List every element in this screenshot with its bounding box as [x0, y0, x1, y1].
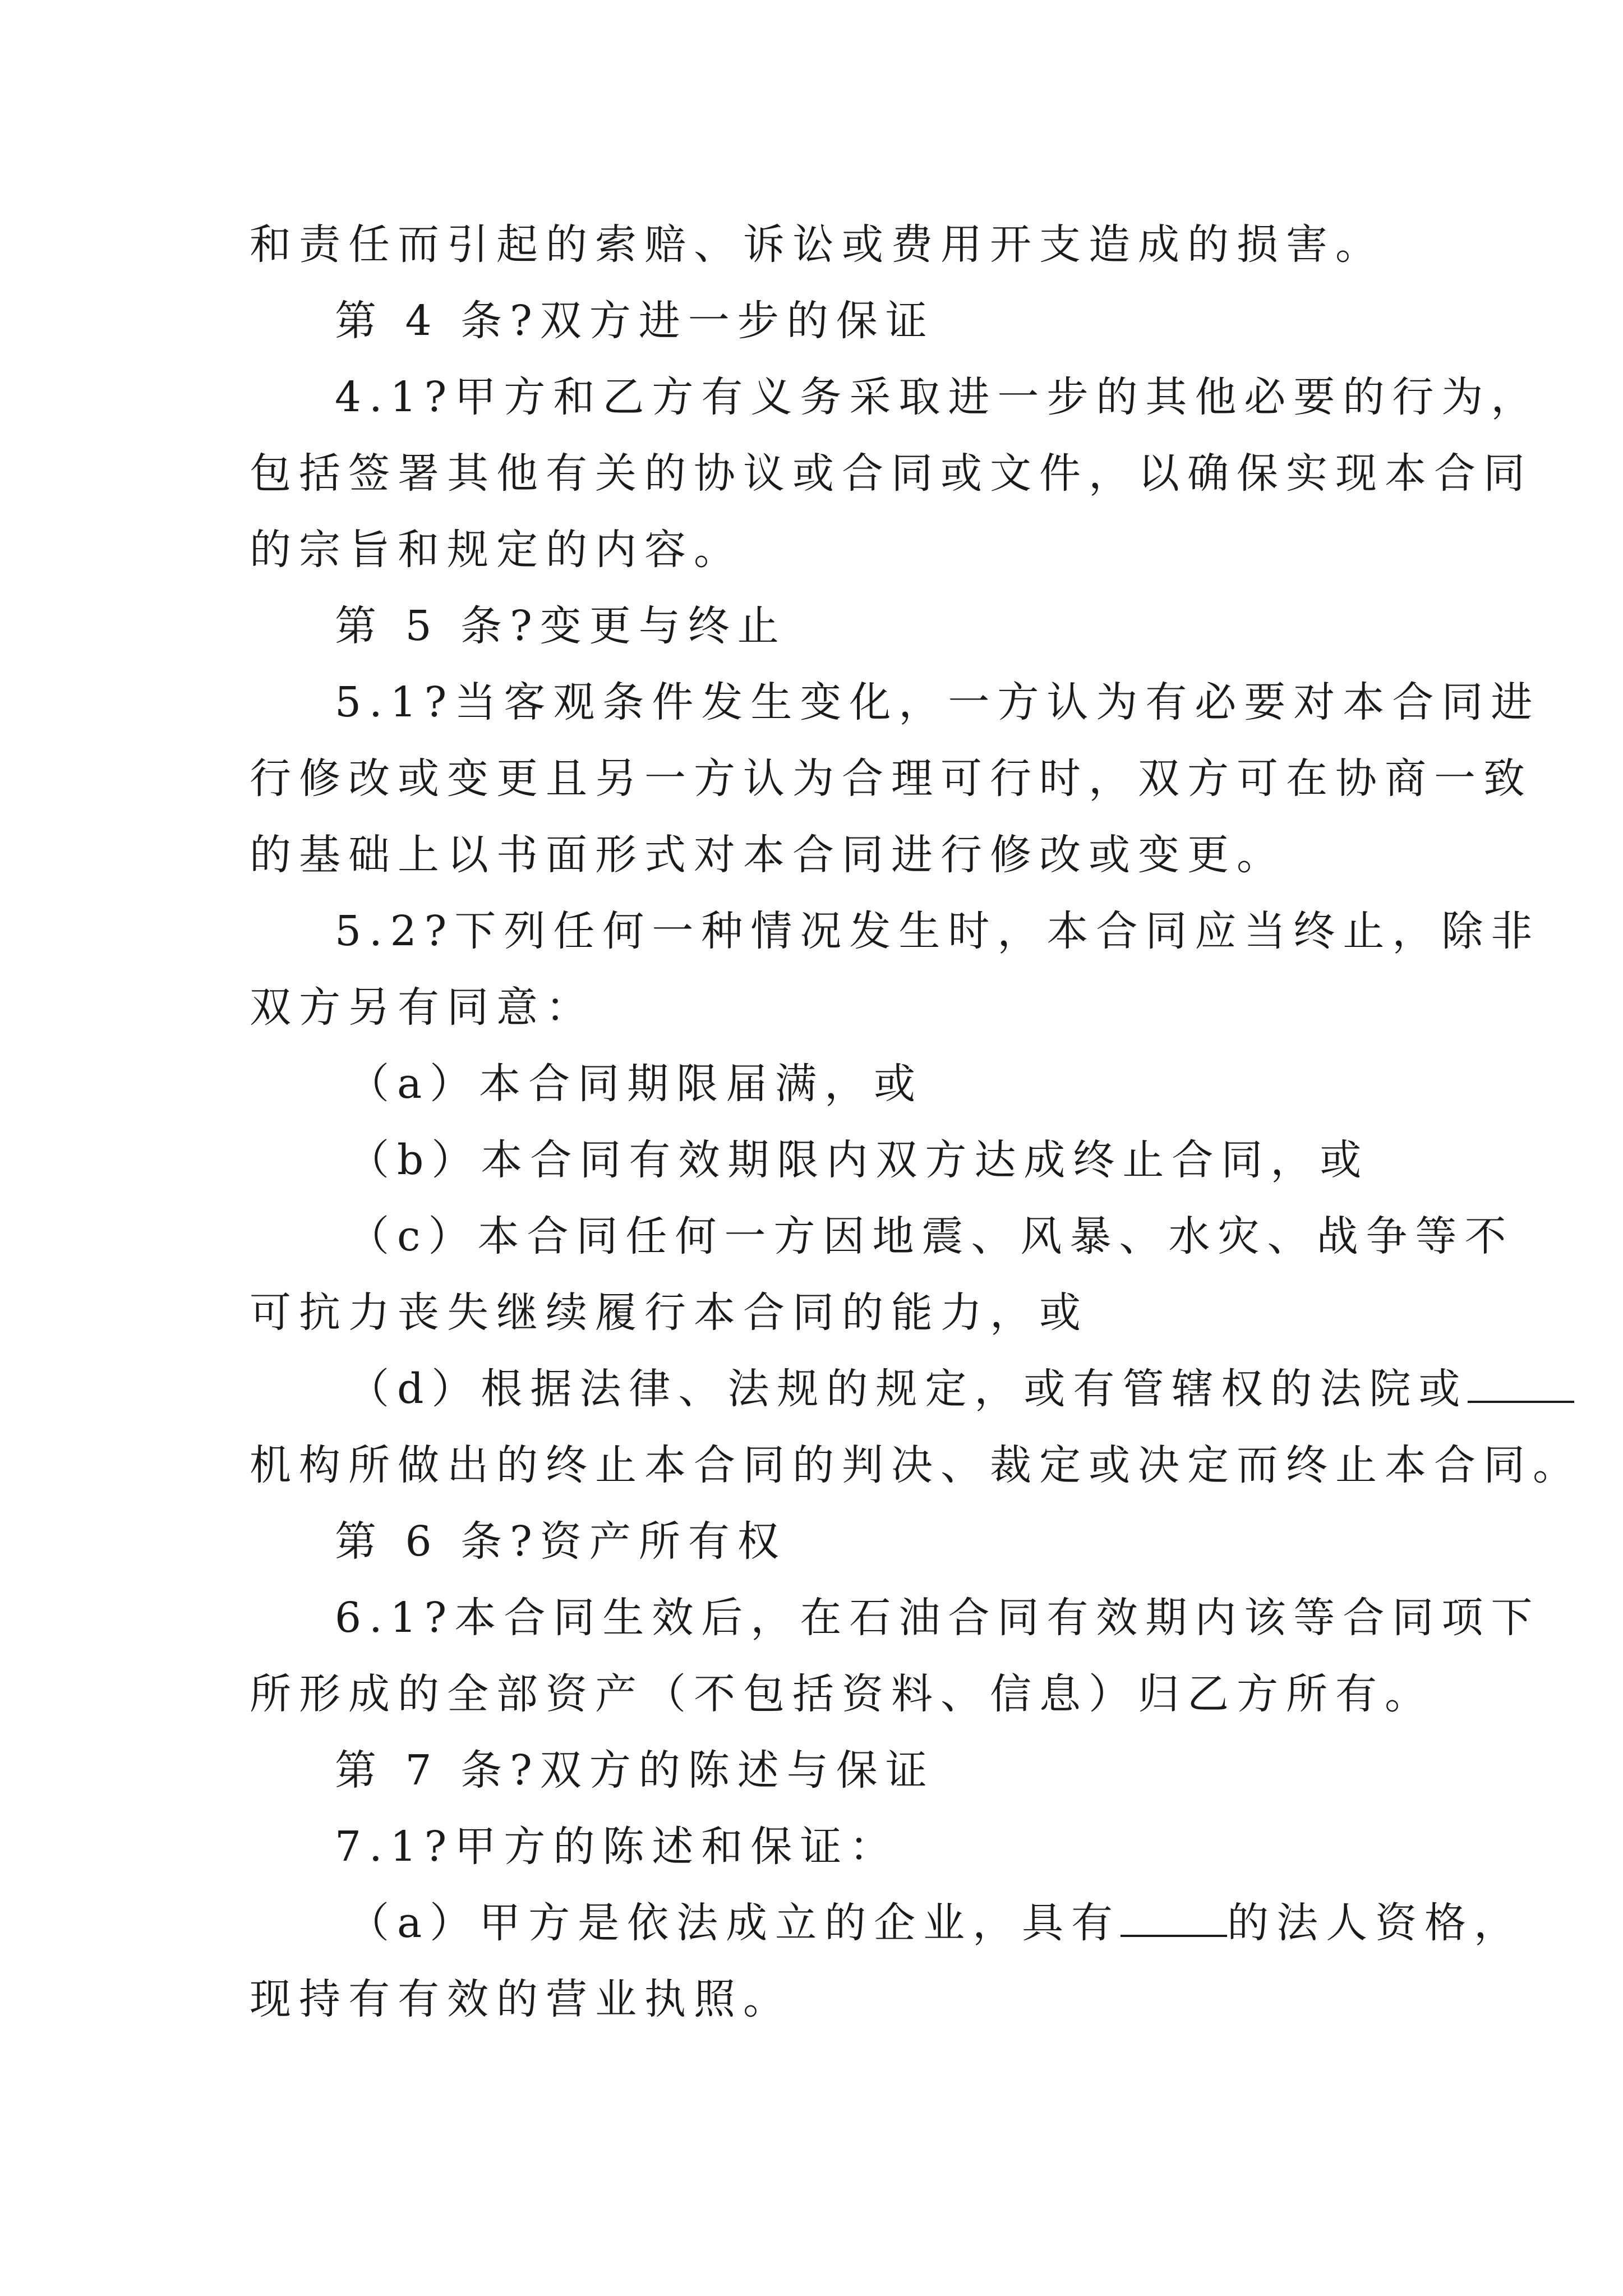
text-line: 可抗力丧失继续履行本合同的能力，或	[250, 1289, 1089, 1337]
text-line: 行修改或变更且另一方认为合理可行时，双方可在协商一致	[250, 754, 1533, 803]
list-item: （c）本合同任何一方因地震、风暴、水灾、战争等不	[348, 1212, 1514, 1260]
list-item	[348, 1351, 1574, 1427]
text-line: 所形成的全部资产（不包括资料、信息）归乙方所有。	[250, 1670, 1434, 1718]
text-line: 的宗旨和规定的内容。	[250, 526, 743, 574]
text-line: 4.1?甲方和乙方有义务采取进一步的其他必要的行为，	[335, 373, 1541, 421]
fill-in-blank	[1468, 1365, 1574, 1403]
text-line: 6.1?本合同生效后，在石油合同有效期内该等合同项下	[335, 1594, 1541, 1642]
section-heading-4: 第 4 条?双方进一步的保证	[335, 297, 935, 345]
text-line: 的基础上以书面形式对本合同进行修改或变更。	[250, 831, 1286, 879]
list-item: （b）本合同有效期限内双方达成终止合同，或	[348, 1136, 1370, 1184]
list-item-text: （d）根据法律、法规的规定，或有管辖权的法院或	[348, 1365, 1468, 1413]
section-heading-7: 第 7 条?双方的陈述与保证	[335, 1746, 935, 1795]
section-heading-5: 第 5 条?变更与终止	[335, 602, 787, 650]
text-line: 和责任而引起的索赔、诉讼或费用开支造成的损害。	[250, 220, 1385, 269]
text-line: 5.2?下列任何一种情况发生时，本合同应当终止，除非	[335, 907, 1541, 955]
section-heading-6: 第 6 条?资产所有权	[335, 1517, 787, 1566]
list-item-text-continued: 的法人资格，	[1227, 1899, 1524, 1947]
text-line: 包括签署其他有关的协议或合同或文件，以确保实现本合同	[250, 449, 1533, 498]
list-item-text: （a）甲方是依法成立的企业，具有	[348, 1899, 1121, 1947]
list-item	[348, 1885, 1523, 1961]
text-line: 7.1?甲方的陈述和保证：	[335, 1823, 899, 1871]
list-item: （a）本合同期限届满，或	[348, 1060, 924, 1108]
text-line: 双方另有同意：	[250, 983, 595, 1032]
fill-in-blank	[1121, 1899, 1227, 1937]
text-line: 机构所做出的终止本合同的判决、裁定或决定而终止本合同。	[250, 1441, 1582, 1489]
text-line: 5.1?当客观条件发生变化，一方认为有必要对本合同进	[335, 678, 1541, 726]
text-line: 现持有有效的营业执照。	[250, 1975, 792, 2023]
